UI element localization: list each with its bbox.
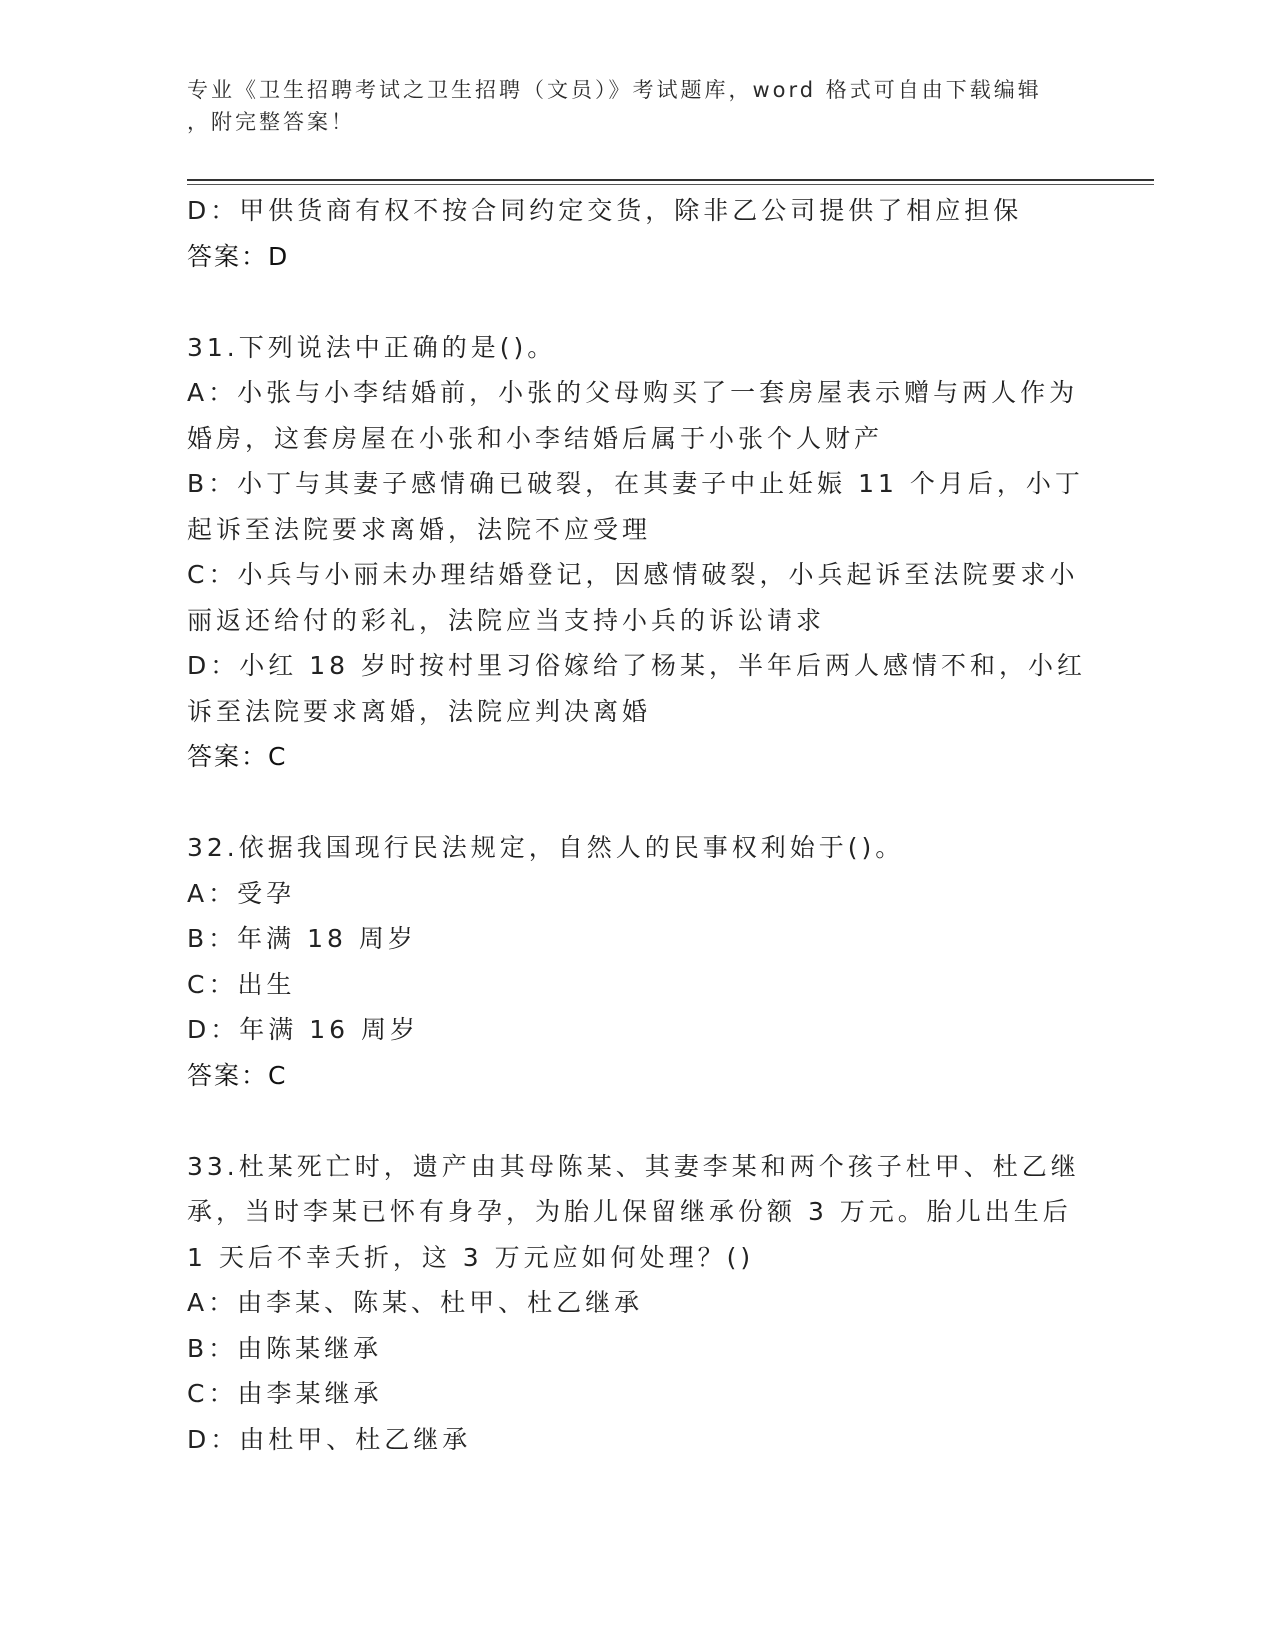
option-b-continued: 起诉至法院要求离婚，法院不应受理 xyxy=(187,514,652,544)
header-line-2: ，附完整答案！ xyxy=(187,110,355,134)
question-stem: 31.下列说法中正确的是()。 xyxy=(187,332,557,362)
question-block xyxy=(187,325,1087,780)
header-divider-thick xyxy=(187,179,1154,181)
document-header xyxy=(187,74,1067,138)
question-spacer xyxy=(187,780,1087,826)
answer-line: 答案：C xyxy=(187,1060,288,1090)
option-b: B：由陈某继承 xyxy=(187,1333,383,1363)
option-c-continued: 丽返还给付的彩礼，法院应当支持小兵的诉讼请求 xyxy=(187,605,826,635)
option-a: A：由李某、陈某、杜甲、杜乙继承 xyxy=(187,1288,644,1317)
option-d-continued: 诉至法院要求离婚，法院应判决离婚 xyxy=(187,696,652,726)
question-stem: 33.杜某死亡时，遗产由其母陈某、其妻李某和两个孩子杜甲、杜乙继 xyxy=(187,1151,1080,1181)
question-list xyxy=(187,188,1087,1462)
header-divider-thin xyxy=(187,184,1154,185)
option-a: A：受孕 xyxy=(187,878,296,908)
option-a-continued: 婚房，这套房屋在小张和小李结婚后属于小张个人财产 xyxy=(187,423,884,453)
option-a: A：小张与小李结婚前，小张的父母购买了一套房屋表示赠与两人作为 xyxy=(187,378,1079,407)
option-c: C：出生 xyxy=(187,969,296,999)
question-spacer xyxy=(187,1098,1087,1144)
question-spacer xyxy=(187,279,1087,325)
option-d: D：由杜甲、杜乙继承 xyxy=(187,1424,472,1454)
question-stem-continued: 承，当时李某已怀有身孕，为胎儿保留继承份额 3 万元。胎儿出生后 xyxy=(187,1197,1072,1226)
option-d: D：甲供货商有权不按合同约定交货，除非乙公司提供了相应担保 xyxy=(187,196,1023,225)
option-c: C：小兵与小丽未办理结婚登记，因感情破裂，小兵起诉至法院要求小 xyxy=(187,560,1079,589)
question-block xyxy=(187,825,1087,1098)
answer-line: 答案：D xyxy=(187,241,290,271)
option-c: C：由李某继承 xyxy=(187,1379,383,1408)
header-line-1: 专业《卫生招聘考试之卫生招聘（文员）》考试题库，word 格式可自由下载编辑 xyxy=(187,78,1042,102)
option-b: B：年满 18 周岁 xyxy=(187,924,417,953)
option-d: D：小红 18 岁时按村里习俗嫁给了杨某，半年后两人感情不和，小红 xyxy=(187,651,1086,680)
question-block xyxy=(187,1144,1087,1463)
answer-line: 答案：C xyxy=(187,742,288,771)
option-d: D：年满 16 周岁 xyxy=(187,1015,419,1044)
option-b: B：小丁与其妻子感情确已破裂，在其妻子中止妊娠 11 个月后，小丁 xyxy=(187,469,1084,498)
question-stem-continued: 1 天后不幸夭折，这 3 万元应如何处理？() xyxy=(187,1242,755,1272)
question-stem: 32.依据我国现行民法规定，自然人的民事权利始于()。 xyxy=(187,833,905,862)
